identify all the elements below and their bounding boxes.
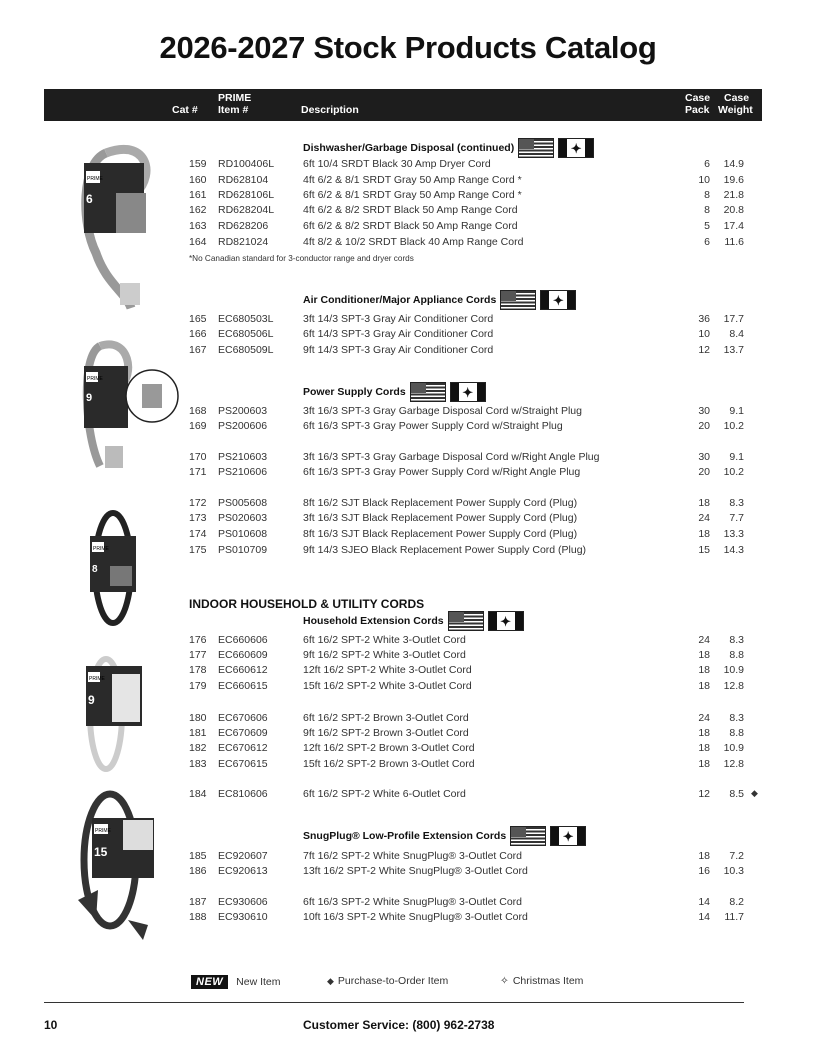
item-number: EC670606 (218, 712, 268, 724)
cat-number: 170 (189, 451, 207, 463)
case-weight: 12.8 (723, 758, 744, 770)
description: 4ft 8/2 & 10/2 SRDT Black 40 Amp Range Cord (303, 236, 524, 248)
cat-number: 167 (189, 344, 207, 356)
case-weight: 7.7 (729, 512, 744, 524)
item-number: RD628204L (218, 204, 275, 216)
header-pack: Pack (685, 104, 710, 116)
cat-number: 177 (189, 649, 207, 661)
cat-number: 181 (189, 727, 207, 739)
cat-number: 162 (189, 204, 207, 216)
case-weight: 13.7 (723, 344, 744, 356)
svg-text:6: 6 (86, 192, 93, 206)
case-weight: 20.8 (723, 204, 744, 216)
case-pack: 5 (704, 220, 710, 232)
description: 3ft 16/3 SPT-3 Gray Garbage Disposal Cord w/Straight Plug (303, 405, 582, 417)
item-number: PS010608 (218, 528, 268, 540)
case-pack: 18 (698, 497, 710, 509)
item-number: RD821024 (218, 236, 269, 248)
description: 9ft 16/2 SPT-2 Brown 3-Outlet Cord (303, 727, 469, 739)
cat-number: 174 (189, 528, 207, 540)
legend-new-label: New Item (236, 976, 281, 988)
description: 6ft 16/3 SPT-2 White SnugPlug® 3-Outlet Cord (303, 896, 523, 908)
category-heading: INDOOR HOUSEHOLD & UTILITY CORDS (189, 597, 425, 611)
item-number: EC930610 (218, 911, 268, 923)
case-weight: 11.7 (724, 911, 744, 923)
item-number: EC810606 (218, 788, 268, 800)
item-number: EC660609 (218, 649, 268, 661)
item-number: EC680503L (218, 313, 274, 325)
svg-text:PRIME: PRIME (93, 546, 109, 552)
case-pack: 18 (698, 727, 710, 739)
svg-text:PRIME: PRIME (95, 828, 111, 834)
description: 4ft 6/2 & 8/1 SRDT Gray 50 Amp Range Cord * (303, 174, 522, 186)
description: 12ft 16/2 SPT-2 White 3-Outlet Cord (303, 664, 472, 676)
description: 10ft 16/3 SPT-2 White SnugPlug® 3-Outlet Cord (303, 911, 528, 923)
header-prime: PRIME (218, 92, 252, 104)
description: 8ft 16/3 SJT Black Replacement Power Supply Cord (Plug) (303, 528, 578, 540)
table-header (44, 89, 762, 121)
cat-number: 178 (189, 664, 207, 676)
legend-christmas (500, 975, 583, 987)
case-weight: 10.2 (723, 420, 744, 432)
item-number: EC930606 (218, 896, 268, 908)
case-pack: 18 (698, 680, 710, 692)
section-title-household: Household Extension Cords ✦ (303, 611, 524, 631)
case-pack: 15 (698, 544, 710, 556)
cat-number: 171 (189, 466, 207, 478)
case-pack: 24 (698, 712, 710, 724)
section-title-dishwasher: Dishwasher/Garbage Disposal (continued) ✦ (303, 138, 594, 158)
table-row (0, 405, 816, 419)
item-number: EC660606 (218, 634, 268, 646)
case-weight: 9.1 (729, 451, 744, 463)
legend-new (191, 975, 281, 989)
case-pack: 30 (698, 405, 710, 417)
item-number: PS010709 (218, 544, 268, 556)
description: 6ft 6/2 & 8/2 SRDT Black 50 Amp Range Cord (303, 220, 518, 232)
table-row (0, 528, 816, 542)
new-badge: NEW (191, 975, 228, 989)
case-weight: 8.3 (729, 712, 744, 724)
svg-text:PRIME: PRIME (89, 676, 105, 682)
cat-number: 164 (189, 236, 207, 248)
table-row (0, 911, 816, 925)
description: 6ft 6/2 & 8/1 SRDT Gray 50 Amp Range Cord * (303, 189, 522, 201)
case-weight: 21.8 (723, 189, 744, 201)
legend-purchase-to-order (327, 975, 448, 987)
table-row (0, 896, 816, 910)
description: 6ft 16/3 SPT-3 Gray Power Supply Cord w/Right Angle Plug (303, 466, 581, 478)
case-pack: 14 (698, 911, 710, 923)
canadian-standard-note: *No Canadian standard for 3-conductor range and dryer cords (189, 254, 414, 263)
table-row (0, 497, 816, 511)
case-weight: 8.3 (729, 634, 744, 646)
case-pack: 6 (704, 158, 710, 170)
table-row (0, 742, 816, 756)
case-weight: 19.6 (723, 174, 744, 186)
item-number: RD628104 (218, 174, 269, 186)
page-title: 2026-2027 Stock Products Catalog (159, 30, 657, 65)
item-number: PS210606 (218, 466, 268, 478)
purchase-to-order-mark: ◆ (751, 788, 758, 798)
case-pack: 8 (704, 189, 710, 201)
description: 6ft 16/3 SPT-3 Gray Power Supply Cord w/Straight Plug (303, 420, 563, 432)
cat-number: 172 (189, 497, 207, 509)
table-row (0, 512, 816, 526)
item-number: EC660612 (218, 664, 268, 676)
case-weight: 8.8 (729, 727, 744, 739)
table-row (0, 850, 816, 864)
us-flag-icon (510, 826, 546, 846)
section-title-snugplug: SnugPlug® Low-Profile Extension Cords ✦ (303, 826, 586, 846)
table-row (0, 420, 816, 434)
case-weight: 8.8 (729, 649, 744, 661)
table-row (0, 158, 816, 172)
case-pack: 12 (698, 344, 710, 356)
section-title-air-conditioner: Air Conditioner/Major Appliance Cords ✦ (303, 290, 576, 310)
header-case-weight-1: Case (724, 92, 750, 104)
legend-pto-label: Purchase-to-Order Item (337, 975, 449, 987)
header-case-pack-1: Case (685, 92, 711, 104)
cat-number: 168 (189, 405, 207, 417)
canada-flag-icon: ✦ (450, 382, 486, 402)
cat-number: 175 (189, 544, 207, 556)
header-description: Description (301, 104, 359, 116)
cat-number: 160 (189, 174, 207, 186)
case-weight: 10.3 (723, 865, 744, 877)
description: 3ft 16/3 SJT Black Replacement Power Supply Cord (Plug) (303, 512, 578, 524)
case-pack: 18 (698, 742, 710, 754)
case-pack: 12 (698, 788, 710, 800)
description: 6ft 16/2 SPT-2 White 6-Outlet Cord (303, 788, 466, 800)
description: 6ft 10/4 SRDT Black 30 Amp Dryer Cord (303, 158, 491, 170)
cat-number: 161 (189, 189, 207, 201)
item-number: EC680509L (218, 344, 274, 356)
cat-number: 176 (189, 634, 207, 646)
diamond-icon: ◆ (327, 975, 334, 986)
case-weight: 8.5 (729, 788, 744, 800)
case-weight: 11.6 (724, 236, 744, 248)
description: 8ft 16/2 SJT Black Replacement Power Supply Cord (Plug) (303, 497, 578, 509)
customer-service: Customer Service: (800) 962-2738 (303, 1018, 495, 1032)
table-row (0, 236, 816, 250)
item-number: EC920613 (218, 865, 268, 877)
case-weight: 8.2 (729, 896, 744, 908)
item-number: EC660615 (218, 680, 268, 692)
cat-number: 187 (189, 896, 207, 908)
table-row (0, 788, 816, 802)
legend-christmas-label: Christmas Item (512, 975, 584, 987)
cat-number: 165 (189, 313, 207, 325)
case-weight: 10.2 (723, 466, 744, 478)
table-row (0, 544, 816, 558)
cat-number: 186 (189, 865, 207, 877)
footer-divider (44, 1002, 744, 1003)
header-cat: Cat # (172, 104, 198, 116)
description: 3ft 14/3 SPT-3 Gray Air Conditioner Cord (303, 313, 494, 325)
section-title-power-supply: Power Supply Cords ✦ (303, 382, 486, 402)
cat-number: 188 (189, 911, 207, 923)
table-row (0, 220, 816, 234)
case-pack: 18 (698, 649, 710, 661)
table-row (0, 865, 816, 879)
case-pack: 24 (698, 512, 710, 524)
case-weight: 9.1 (729, 405, 744, 417)
item-number: EC920607 (218, 850, 268, 862)
us-flag-icon (518, 138, 554, 158)
case-pack: 14 (698, 896, 710, 908)
description: 15ft 16/2 SPT-2 Brown 3-Outlet Cord (303, 758, 475, 770)
case-weight: 14.9 (723, 158, 744, 170)
svg-text:8: 8 (92, 564, 98, 575)
case-weight: 8.3 (729, 497, 744, 509)
us-flag-icon (448, 611, 484, 631)
table-row (0, 174, 816, 188)
table-row (0, 758, 816, 772)
table-row (0, 664, 816, 678)
svg-text:PRIME: PRIME (87, 176, 103, 182)
case-pack: 18 (698, 758, 710, 770)
table-row (0, 189, 816, 203)
case-pack: 10 (698, 328, 710, 340)
table-row (0, 328, 816, 342)
case-weight: 12.8 (723, 680, 744, 692)
canada-flag-icon: ✦ (488, 611, 524, 631)
description: 9ft 16/2 SPT-2 White 3-Outlet Cord (303, 649, 466, 661)
table-row (0, 649, 816, 663)
case-pack: 18 (698, 850, 710, 862)
cat-number: 159 (189, 158, 207, 170)
table-row (0, 466, 816, 480)
cat-number: 182 (189, 742, 207, 754)
description: 3ft 16/3 SPT-3 Gray Garbage Disposal Cord w/Right Angle Plug (303, 451, 600, 463)
table-row (0, 313, 816, 327)
description: 15ft 16/2 SPT-2 White 3-Outlet Cord (303, 680, 472, 692)
description: 9ft 14/3 SJEO Black Replacement Power Supply Cord (Plug) (303, 544, 587, 556)
table-row (0, 712, 816, 726)
cat-number: 184 (189, 788, 207, 800)
canada-flag-icon: ✦ (550, 826, 586, 846)
cat-number: 179 (189, 680, 207, 692)
case-weight: 17.7 (723, 313, 744, 325)
cat-number: 180 (189, 712, 207, 724)
description: 9ft 14/3 SPT-3 Gray Air Conditioner Cord (303, 344, 494, 356)
case-pack: 8 (704, 204, 710, 216)
case-weight: 7.2 (729, 850, 744, 862)
case-pack: 6 (704, 236, 710, 248)
cat-number: 166 (189, 328, 207, 340)
us-flag-icon (410, 382, 446, 402)
description: 4ft 6/2 & 8/2 SRDT Black 50 Amp Range Cord (303, 204, 518, 216)
header-item: Item # (218, 104, 249, 116)
case-weight: 8.4 (729, 328, 744, 340)
sparkle-icon: ✧ (500, 975, 509, 987)
table-row (0, 634, 816, 648)
item-number: RD628106L (218, 189, 275, 201)
table-row (0, 344, 816, 358)
case-weight: 17.4 (723, 220, 744, 232)
case-pack: 16 (698, 865, 710, 877)
table-row (0, 204, 816, 218)
item-number: PS020603 (218, 512, 268, 524)
canada-flag-icon: ✦ (540, 290, 576, 310)
item-number: PS210603 (218, 451, 268, 463)
description: 7ft 16/2 SPT-2 White SnugPlug® 3-Outlet Cord (303, 850, 523, 862)
case-pack: 20 (698, 466, 710, 478)
item-number: EC670612 (218, 742, 268, 754)
case-weight: 14.3 (723, 544, 744, 556)
description: 12ft 16/2 SPT-2 Brown 3-Outlet Cord (303, 742, 475, 754)
case-pack: 20 (698, 420, 710, 432)
page-number: 10 (44, 1018, 58, 1032)
description: 6ft 16/2 SPT-2 White 3-Outlet Cord (303, 634, 466, 646)
item-number: EC670609 (218, 727, 268, 739)
cat-number: 183 (189, 758, 207, 770)
cat-number: 169 (189, 420, 207, 432)
case-pack: 18 (698, 664, 710, 676)
item-number: EC670615 (218, 758, 268, 770)
item-number: PS005608 (218, 497, 268, 509)
case-pack: 30 (698, 451, 710, 463)
item-number: EC680506L (218, 328, 274, 340)
canada-flag-icon: ✦ (558, 138, 594, 158)
item-number: RD628206 (218, 220, 269, 232)
case-pack: 18 (698, 528, 710, 540)
cat-number: 163 (189, 220, 207, 232)
description: 13ft 16/2 SPT-2 White SnugPlug® 3-Outlet Cord (303, 865, 528, 877)
us-flag-icon (500, 290, 536, 310)
table-row (0, 727, 816, 741)
item-number: RD100406L (218, 158, 275, 170)
case-pack: 10 (698, 174, 710, 186)
svg-text:15: 15 (94, 845, 108, 859)
case-pack: 36 (698, 313, 710, 325)
svg-text:PRIME: PRIME (87, 376, 103, 382)
item-number: PS200606 (218, 420, 268, 432)
svg-text:9: 9 (88, 693, 95, 707)
case-weight: 10.9 (723, 664, 744, 676)
table-row (0, 451, 816, 465)
case-weight: 10.9 (723, 742, 744, 754)
case-pack: 24 (698, 634, 710, 646)
cat-number: 173 (189, 512, 207, 524)
cat-number: 185 (189, 850, 207, 862)
case-weight: 13.3 (723, 528, 744, 540)
description: 6ft 14/3 SPT-3 Gray Air Conditioner Cord (303, 328, 494, 340)
power-supply-cord-product-image (88, 508, 148, 633)
header-weight: Weight (718, 104, 753, 116)
table-row (0, 680, 816, 694)
item-number: PS200603 (218, 405, 268, 417)
svg-text:9: 9 (86, 392, 93, 404)
description: 6ft 16/2 SPT-2 Brown 3-Outlet Cord (303, 712, 469, 724)
